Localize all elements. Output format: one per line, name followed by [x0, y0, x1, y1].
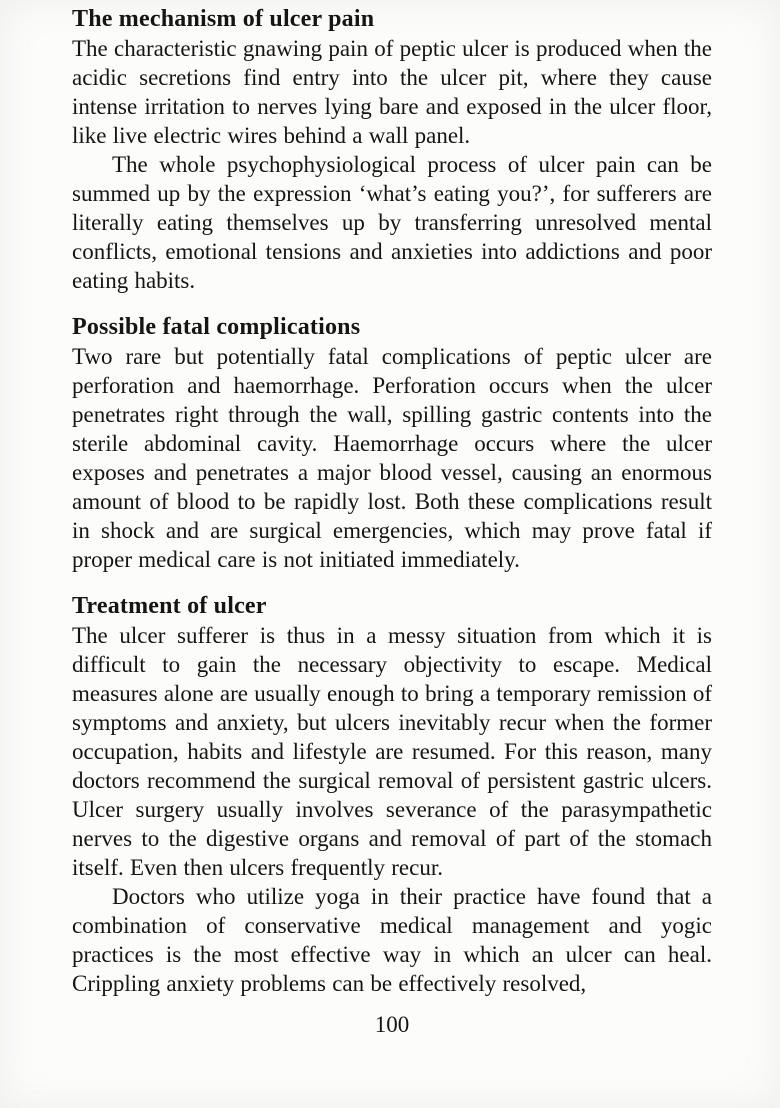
paragraph: The ulcer sufferer is thus in a messy situation from which it is difficult to gain the necessary objectivity to escape. Medical measures alone are usually enough to bring a temporary remission of symptoms and anxiety, but ulcers inevitably recur when the former occupation, habits and lifestyle are resumed. For this reason, many doctors recommend the surgical removal of persistent gastric ulcers. Ulcer surgery usually involves severance of the parasympathetic nerves to the digestive organs and removal of part of the stomach itself. Even then ulcers frequently recur.: [72, 623, 712, 880]
section-heading: Possible fatal complications: [72, 314, 361, 340]
section-heading: Treatment of ulcer: [72, 593, 267, 619]
paragraph: Two rare but potentially fatal complications of peptic ulcer are perforation and haemorrhage. Perforation occurs when the ulcer penetrates right through the wall, spilling gastric contents into the sterile abdominal cavity. Haemorrhage occurs where the ulcer exposes and penetrates a major blood vessel, causing an enormous amount of blood to be rapidly lost. Both these complications result in shock and are surgical emergencies, which may prove fatal if proper medical care is not initiated immediately.: [72, 344, 712, 572]
page-number: 100: [374, 1012, 410, 1037]
paragraph: The characteristic gnawing pain of peptic ulcer is produced when the acidic secretions find entry into the ulcer pit, where they cause intense irritation to nerves lying bare and exposed in the ulcer floor, like live electric wires behind a wall panel.: [72, 36, 712, 148]
paragraph: The whole psychophysiological process of ulcer pain can be summed up by the expression ‘what’s eating you?’, for sufferers are literally eating themselves up by transferring unresolved mental conflicts, emotional tensions and anxieties into addictions and poor eating habits.: [72, 152, 712, 293]
section-possible-fatal-complications: [72, 312, 712, 574]
paragraph: Doctors who utilize yoga in their practice have found that a combination of conservative medical management and yogic practices is the most effective way in which an ulcer can heal. Crippling anxiety problems can be effectively resolved,: [72, 884, 712, 996]
section-treatment-of-ulcer: [72, 591, 712, 998]
section-mechanism-of-ulcer-pain: [72, 4, 712, 295]
section-heading: The mechanism of ulcer pain: [72, 6, 375, 32]
